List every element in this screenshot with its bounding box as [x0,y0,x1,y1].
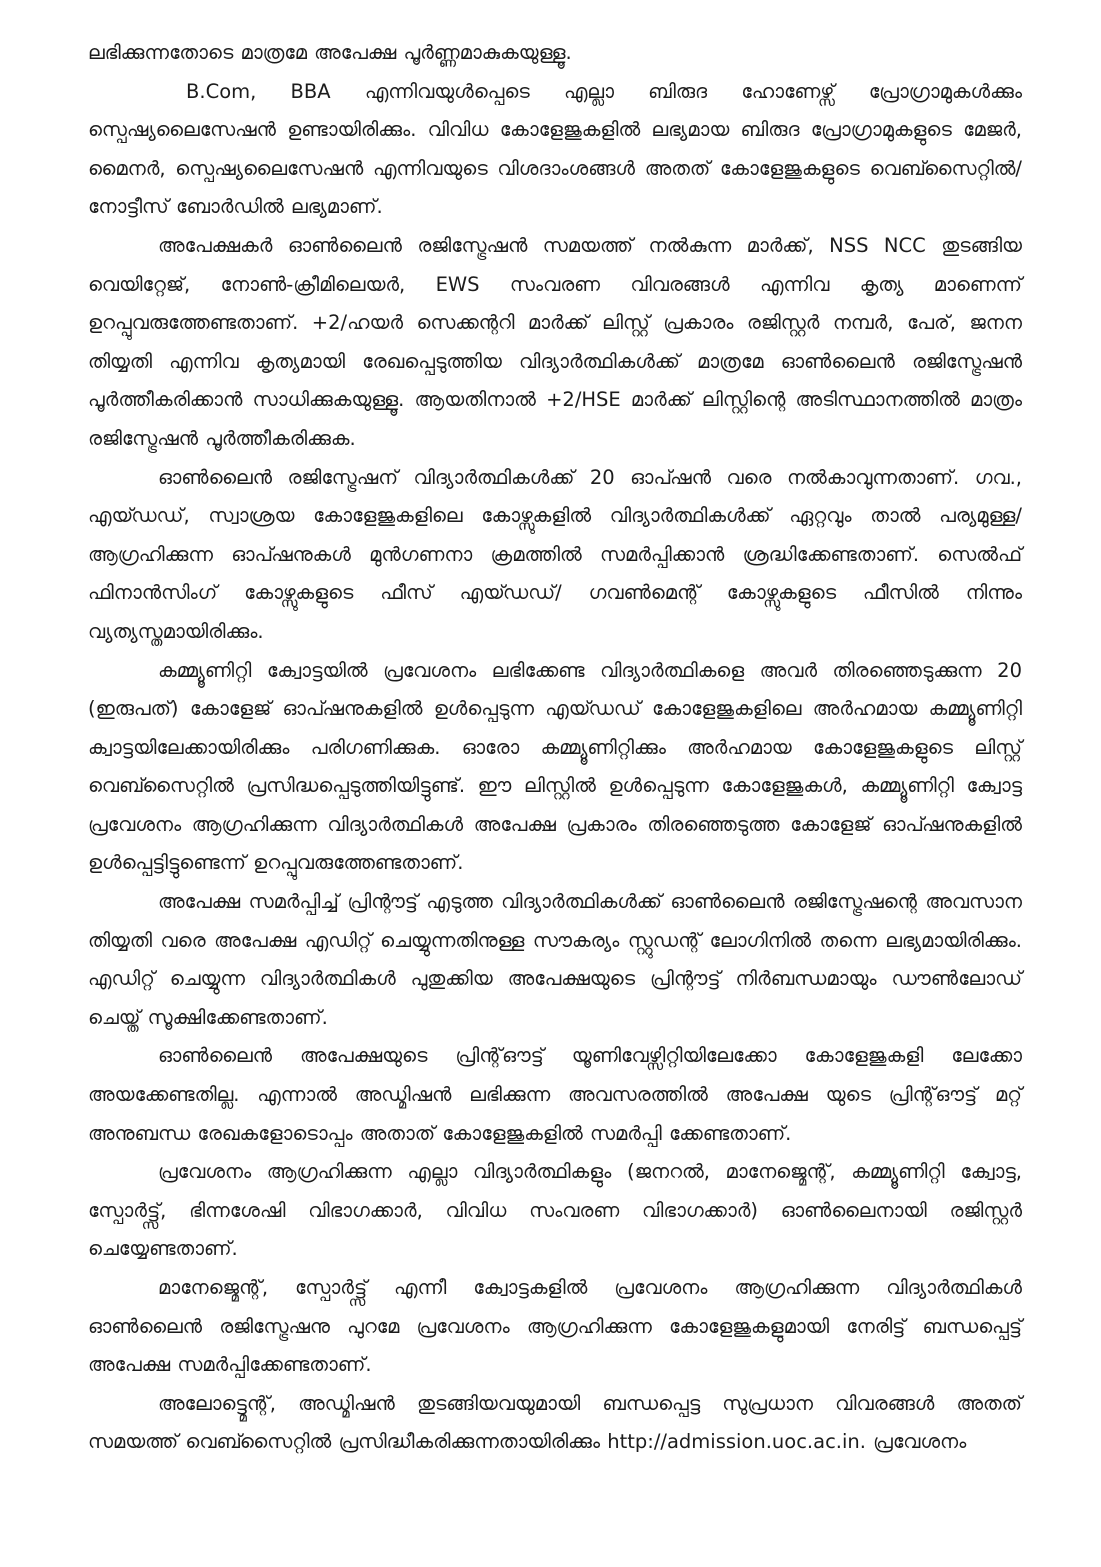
paragraph-registration-marks: അപേക്ഷകർ ഓൺലൈൻ രജിസ്ട്രേഷൻ സമയത്ത് നൽകുന്ന മാർക്ക്, NSS NCC തുടങ്ങിയ വെയിറ്റേജ്, നോൺ-ക്രീമിലെയർ, EWS സംവരണ വിവരങ്ങൾ എന്നിവ കൃത്യ മാണെന്ന് ഉറപ്പുവരുത്തേണ്ടതാണ്. +2/ഹയർ സെക്കന്ററി മാർക്ക് ലിസ്റ്റ് പ്രകാരം രജിസ്റ്റർ നമ്പർ, പേര്, ജനന തിയ്യതി എന്നിവ കൃത്യമായി രേഖപ്പെടുത്തിയ വിദ്യാർത്ഥികൾക്ക് മാത്രമേ ഓൺലൈൻ രജിസ്ട്രേഷൻ പൂർത്തീകരിക്കാൻ സാധിക്കുകയുള്ളൂ. ആയതിനാൽ +2/HSE മാർക്ക് ലിസ്റ്റിന്റെ അടിസ്ഥാനത്തിൽ മാത്രം രജിസ്ട്രേഷൻ പൂർത്തീകരിക്കുക. [88,233,1022,450]
paragraph-honours-specialisation: B.Com, BBA എന്നിവയുൾപ്പെടെ എല്ലാ ബിരുദ ഹോണേഴ്സ് പ്രോഗ്രാമുകൾക്കും സ്പെഷ്യലൈസേഷൻ ഉണ്ടായിരിക്കും. വിവിധ കോളേജുകളിൽ ലഭ്യമായ ബിരുദ പ്രോഗ്രാമുകളുടെ മേജർ, മൈനർ, സ്പെഷ്യലൈസേഷൻ എന്നിവയുടെ വിശദാംശങ്ങൾ അതത് കോളേജുകളുടെ വെബ്സൈറ്റിൽ/നോട്ടീസ് ബോർഡിൽ ലഭ്യമാണ്. [88,79,1022,219]
paragraph-edit-application: അപേക്ഷ സമർപ്പിച്ച് പ്രിന്റൗട്ട് എടുത്ത വിദ്യാർത്ഥികൾക്ക് ഓൺലൈൻ രജിസ്ട്രേഷന്റെ അവസാന തിയ്യതി വരെ അപേക്ഷ എഡിറ്റ് ചെയ്യുന്നതിനുള്ള സൗകര്യം സ്റ്റുഡന്റ് ലോഗിനിൽ തന്നെ ലഭ്യമായിരിക്കും. എഡിറ്റ് ചെയ്യുന്ന വിദ്യാർത്ഥികൾ പുതുക്കിയ അപേക്ഷയുടെ പ്രിന്റൗട്ട് നിർബന്ധമായും ഡൗൺലോഡ് ചെയ്ത് സൂക്ഷിക്കേണ്ടതാണ്. [88,890,1022,1029]
paragraph-options: ഓൺലൈൻ രജിസ്ട്രേഷന് വിദ്യാർത്ഥികൾക്ക് 20 ഓപ്ഷൻ വരെ നൽകാവുന്നതാണ്. ഗവ., എയ്ഡഡ്, സ്വാശ്രയ കോളേജുകളിലെ കോഴ്സുകളിൽ വിദ്യാർത്ഥികൾക്ക് ഏറ്റവും താൽ പര്യമുള്ള/ആഗ്രഹിക്കുന്ന ഓപ്ഷനുകൾ മുൻഗണനാ ക്രമത്തിൽ സമർപ്പിക്കാൻ ശ്രദ്ധിക്കേണ്ടതാണ്. സെൽഫ് ഫിനാൻസിംഗ് കോഴ്സുകളുടെ ഫീസ് എയ്ഡഡ്/ ഗവൺമെന്റ് കോഴ്സുകളുടെ ഫീസിൽ നിന്നും വ്യത്യസ്തമായിരിക്കും. [88,465,1022,643]
paragraph-printout: ഓൺലൈൻ അപേക്ഷയുടെ പ്രിന്റ്ഔട്ട് യൂണിവേഴ്സിറ്റിയിലേക്കോ കോളേജുകളി ലേക്കോ അയക്കേണ്ടതില്ല. എന്നാൽ അഡ്മിഷൻ ലഭിക്കുന്ന അവസരത്തിൽ അപേക്ഷ യുടെ പ്രിന്റ്ഔട്ട് മറ്റ് അനുബന്ധ രേഖകളോടൊപ്പം അതാത് കോളേജുകളിൽ സമർപ്പി ക്കേണ്ടതാണ്. [88,1044,1022,1145]
paragraph-allotment-website: അലോട്ട്മെന്റ്, അഡ്മിഷൻ തുടങ്ങിയവയുമായി ബന്ധപ്പെട്ട സുപ്രധാന വിവരങ്ങൾ അതത് സമയത്ത് വെബ്സൈറ്റിൽ പ്രസിദ്ധീകരിക്കുന്നതായിരിക്കും http://admission.uoc.ac.in. പ്രവേശനം [88,1391,1022,1454]
paragraph-continued: ലഭിക്കുന്നതോടെ മാത്രമേ അപേക്ഷ പൂർണ്ണമാകുകയുള്ളൂ. [88,41,572,64]
paragraph-community-quota: കമ്മ്യൂണിറ്റി ക്വോട്ടയിൽ പ്രവേശനം ലഭിക്കേണ്ട വിദ്യാർത്ഥികളെ അവർ തിരഞ്ഞെടുക്കുന്ന 20 (ഇരുപത്) കോളേജ് ഓപ്ഷനുകളിൽ ഉൾപ്പെടുന്ന എയ്ഡഡ് കോളേജുകളിലെ അർഹമായ കമ്മ്യൂണിറ്റി ക്വാട്ടയിലേക്കായിരിക്കും പരിഗണിക്കുക. ഓരോ കമ്മ്യൂണിറ്റിക്കും അർഹമായ കോളേജുകളുടെ ലിസ്റ്റ് വെബ്സൈറ്റിൽ പ്രസിദ്ധപ്പെടുത്തിയിട്ടുണ്ട്. ഈ ലിസ്റ്റിൽ ഉൾപ്പെടുന്ന കോളേജുകൾ, കമ്മ്യൂണിറ്റി ക്വോട്ട പ്രവേശനം ആഗ്രഹിക്കുന്ന വിദ്യാർത്ഥികൾ അപേക്ഷ പ്രകാരം തിരഞ്ഞെടുത്ത കോളേജ് ഓപ്ഷനുകളിൽ ഉൾപ്പെട്ടിട്ടുണ്ടെന്ന് ഉറപ്പുവരുത്തേണ്ടതാണ്. [88,658,1022,875]
paragraph-all-students-register: പ്രവേശനം ആഗ്രഹിക്കുന്ന എല്ലാ വിദ്യാർത്ഥികളും (ജനറൽ, മാനേജ്മെന്റ്, കമ്മ്യൂണിറ്റി ക്വോട്ട, സ്പോർട്ട്സ്, ഭിന്നശേഷി വിഭാഗക്കാർ, വിവിധ സംവരണ വിഭാഗക്കാർ) ഓൺലൈനായി രജിസ്റ്റർ ചെയ്യേണ്ടതാണ്. [88,1160,1022,1261]
paragraph-management-sports-quota: മാനേജ്മെന്റ്, സ്പോർട്ട്സ് എന്നീ ക്വോട്ടകളിൽ പ്രവേശനം ആഗ്രഹിക്കുന്ന വിദ്യാർത്ഥികൾ ഓൺലൈൻ രജിസ്ട്രേഷനു പുറമേ പ്രവേശനം ആഗ്രഹിക്കുന്ന കോളേജുകളുമായി നേരിട്ട് ബന്ധപ്പെട്ട് അപേക്ഷ സമർപ്പിക്കേണ്ടതാണ്. [88,1276,1022,1377]
document-page [88,34,1022,1462]
